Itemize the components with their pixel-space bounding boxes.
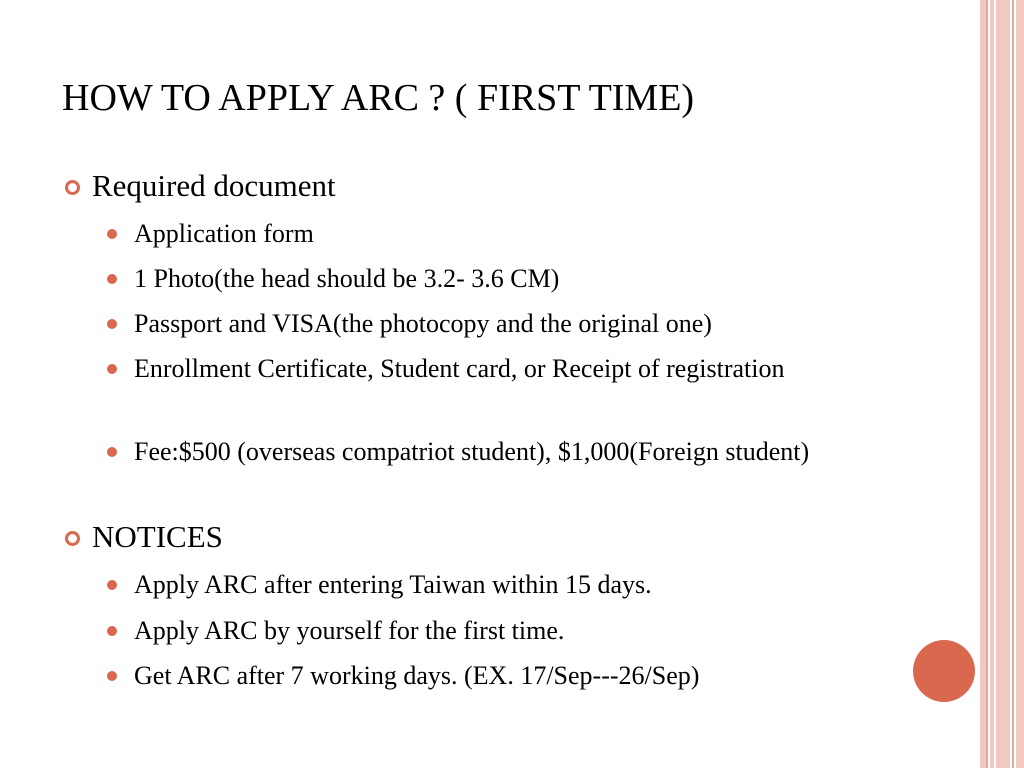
dot-bullet-icon bbox=[107, 229, 117, 239]
border-stripe bbox=[990, 0, 994, 768]
border-stripe bbox=[986, 0, 988, 768]
dot-bullet-icon bbox=[107, 626, 117, 636]
border-stripe bbox=[1016, 0, 1024, 768]
slide-title: HOW TO APPLY ARC ? ( FIRST TIME) bbox=[62, 77, 695, 119]
section-heading: Required document bbox=[92, 168, 336, 203]
section-heading: NOTICES bbox=[92, 519, 223, 554]
list-item: Apply ARC by yourself for the first time. bbox=[134, 616, 565, 645]
ring-bullet-icon bbox=[65, 180, 80, 195]
list-item: Passport and VISA(the photocopy and the original one) bbox=[134, 309, 712, 338]
list-item: 1 Photo(the head should be 3.2- 3.6 CM) bbox=[134, 264, 560, 293]
dot-bullet-icon bbox=[107, 447, 117, 457]
list-item: Fee:$500 (overseas compatriot student), $1,000(Foreign student) bbox=[134, 437, 810, 466]
border-stripe bbox=[1012, 0, 1014, 768]
border-stripe bbox=[996, 0, 1010, 768]
decorative-circle bbox=[913, 640, 975, 702]
ring-bullet-icon bbox=[65, 531, 80, 546]
dot-bullet-icon bbox=[107, 319, 117, 329]
dot-bullet-icon bbox=[107, 671, 117, 681]
dot-bullet-icon bbox=[107, 364, 117, 374]
dot-bullet-icon bbox=[107, 274, 117, 284]
list-item: Get ARC after 7 working days. (EX. 17/Sep---26/Sep) bbox=[134, 661, 700, 690]
list-item: Application form bbox=[134, 219, 314, 248]
list-item: Apply ARC after entering Taiwan within 15 days. bbox=[134, 570, 652, 599]
list-item: Enrollment Certificate, Student card, or Receipt of registration bbox=[134, 354, 785, 383]
dot-bullet-icon bbox=[107, 580, 117, 590]
